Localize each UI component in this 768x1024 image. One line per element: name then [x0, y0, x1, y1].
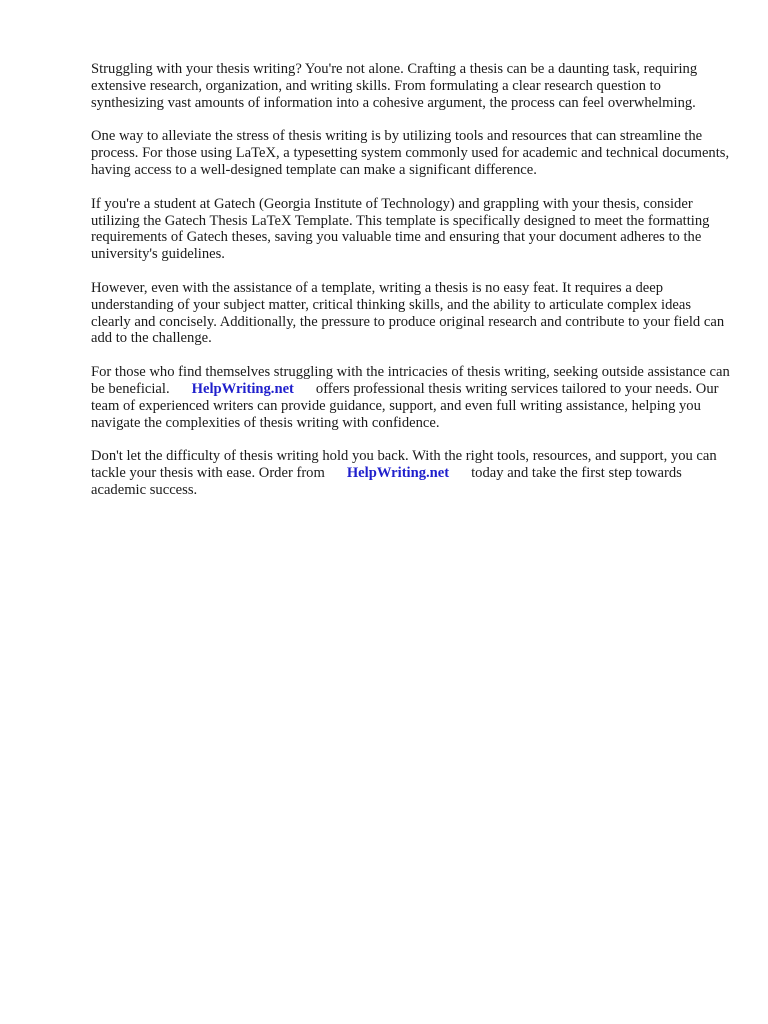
paragraph-gatech: If you're a student at Gatech (Georgia Institute of Technology) and grappling with your thesis, consider utilizing the Gatech Thesis LaTeX Template. This template is specifically designed to meet the formatting requirements of Gatech theses, saving you valuable time and ensuring that your document adheres to the university's guidelines. [91, 195, 710, 263]
paragraph-challenge: However, even with the assistance of a template, writing a thesis is no easy feat. It requires a deep understanding of your subject matter, critical thinking skills, and the ability to articulate complex ideas clearly and concisely. Additionally, the pressure to produce original research and contribute to your field can add to the challenge. [91, 279, 725, 347]
paragraph-assistance-text-after: offers professional thesis writing services tailored to your needs. Our team of experienced writers can provide guidance, support, and even full writing assistance, helping you navigate the complexities of thesis writing with confidence. [91, 380, 719, 431]
paragraph-intro: Struggling with your thesis writing? You're not alone. Crafting a thesis can be a daunting task, requiring extensive research, organization, and writing skills. From formulating a clear research question to synthesizing vast amounts of information into a cohesive argument, the process can feel overwhelming. [91, 61, 698, 111]
document-body [91, 61, 731, 516]
paragraph-latex: One way to alleviate the stress of thesis writing is by utilizing tools and resources that can streamline the process. For those using LaTeX, a typesetting system commonly used for academic and technical documents, having access to a well-designed template can make a significant difference. [91, 128, 730, 178]
paragraph-assistance [91, 364, 731, 431]
paragraph-cta [91, 448, 731, 498]
paragraph-cta-text-after: today and take the first step towards academic success. [91, 465, 682, 498]
helpwriting-link[interactable]: HelpWriting.net [191, 380, 294, 397]
helpwriting-order-link[interactable]: HelpWriting.net [346, 465, 450, 482]
paragraph-assistance-text-before: For those who find themselves struggling with the intricacies of thesis writing, seeking outside assistance can be beneficial. [91, 364, 730, 397]
paragraph-cta-text-before: Don't let the difficulty of thesis writing hold you back. With the right tools, resources, and support, you can tackle your thesis with ease. Order from [91, 448, 717, 482]
